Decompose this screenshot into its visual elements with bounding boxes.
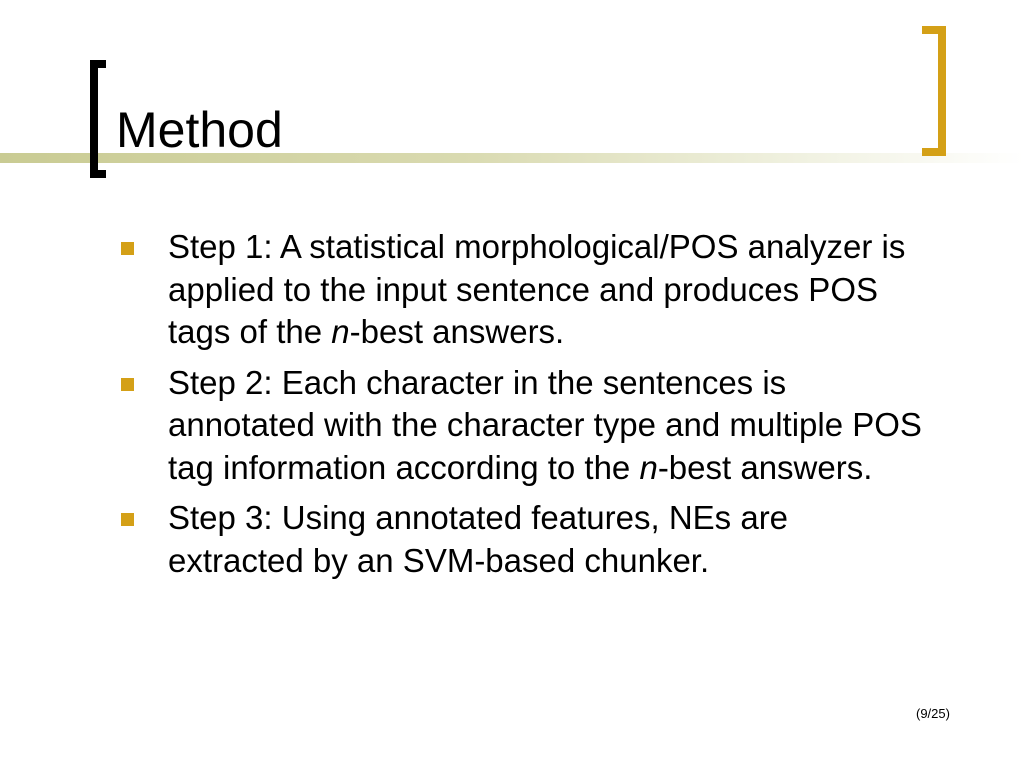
bullet-item-step-2 — [118, 362, 928, 490]
bullet-text-part: Step 1: A statistical morphological/POS analyzer is applied to the input sentence and produces POS tags of the — [168, 228, 906, 350]
slide-title: Method — [116, 102, 283, 158]
left-bracket-icon — [90, 60, 106, 178]
square-bullet-icon — [121, 378, 134, 391]
right-bracket-icon — [922, 26, 946, 156]
bullet-item-step-1 — [118, 226, 928, 354]
bullet-text-part: Step 2: Each character in the sentences is annotated with the character type and multiple POS tag information according to the — [168, 363, 922, 486]
square-bullet-icon — [121, 513, 134, 526]
bullet-item-step-3 — [118, 497, 928, 582]
bullet-list — [118, 226, 928, 590]
bullet-text-part: -best answers. — [657, 448, 873, 486]
square-bullet-icon — [121, 242, 134, 255]
bullet-text-italic-part: n — [639, 448, 658, 486]
bullet-text-part: Step 3: Using annotated features, NEs are extracted by an SVM-based chunker. — [168, 499, 789, 579]
page-number: (9/25) — [916, 706, 950, 721]
bullet-text-part: -best answers. — [349, 313, 565, 350]
bullet-text-italic-part: n — [331, 313, 350, 350]
